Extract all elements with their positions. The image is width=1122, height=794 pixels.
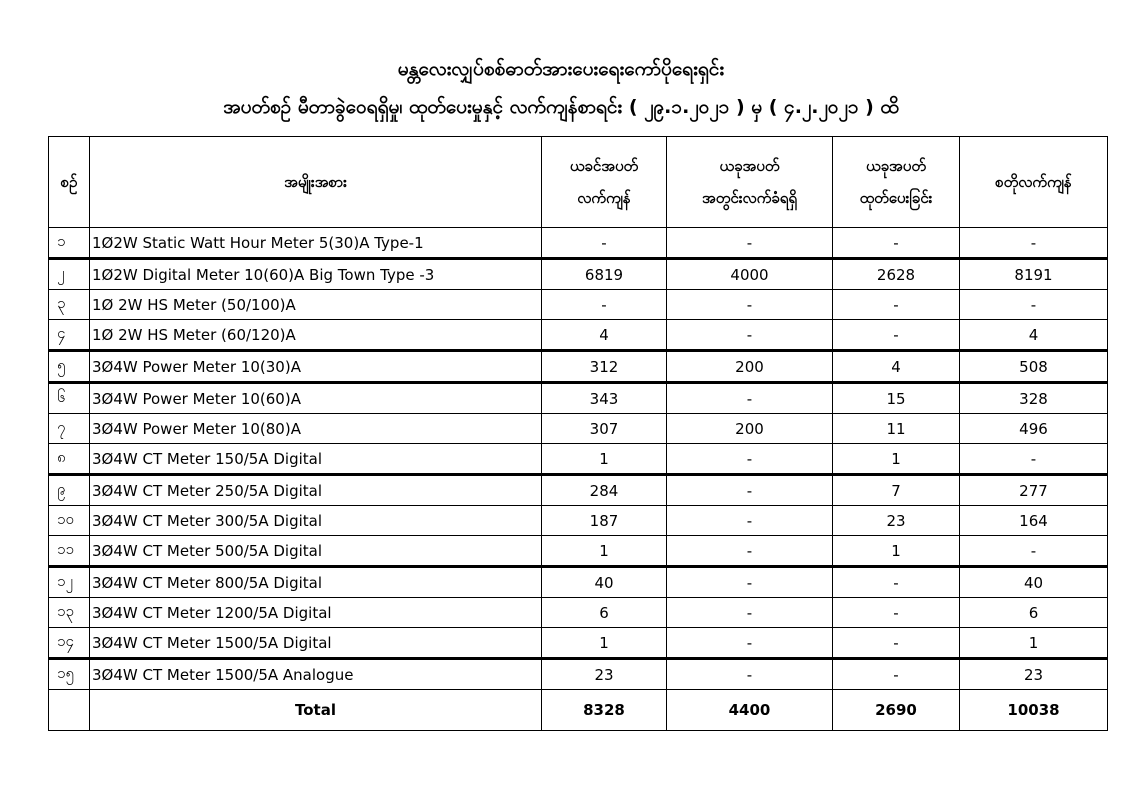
total-row [49,690,1108,731]
cell-issued: 7 [833,475,960,506]
cell-issued: - [833,659,960,690]
cell-serial: ၁၂ [49,567,90,598]
cell-received: - [667,383,833,414]
cell-previous-balance: 1 [542,536,667,567]
header-previous-balance-line2: လက်ကျန် [577,189,631,207]
cell-previous-balance: 1 [542,628,667,659]
table-row [49,383,1108,414]
cell-store-balance: 508 [960,351,1108,383]
cell-received: - [667,567,833,598]
cell-store-balance: 1 [960,628,1108,659]
cell-issued: - [833,598,960,628]
cell-received: - [667,320,833,351]
cell-previous-balance: 6 [542,598,667,628]
cell-serial: ၁၃ [49,598,90,628]
header-issued-line2: ထုတ်ပေးခြင်း [859,189,933,207]
cell-received: - [667,228,833,259]
cell-received: 200 [667,351,833,383]
table-header-row [49,137,1108,228]
table-row [49,506,1108,536]
table-row [49,536,1108,567]
cell-previous-balance: - [542,228,667,259]
header-store-balance: စတိုလက်ကျန် [960,137,1108,228]
cell-serial: ၅ [49,351,90,383]
cell-issued: - [833,320,960,351]
table-row [49,414,1108,444]
cell-item: 3Ø4W CT Meter 150/5A Digital [90,444,542,475]
header-received-line2: အတွင်းလက်ခံရရှိ [702,189,797,207]
table-row [49,567,1108,598]
document-subtitle: အပတ်စဉ် မီတာခွဲဝေရရှိမှု၊ ထုတ်ပေးမှုနှင့် လက်ကျန်စာရင်း ( ၂၉.၁.၂၀၂၁ ) မှ ( ၄.၂.၂၀၂၁ ) ထိ [223,96,899,118]
table-row [49,598,1108,628]
cell-previous-balance: 40 [542,567,667,598]
cell-serial: ၁၀ [49,506,90,536]
cell-store-balance: 23 [960,659,1108,690]
table-row [49,320,1108,351]
cell-issued: 2628 [833,259,960,290]
header-received [667,137,833,228]
table-row [49,628,1108,659]
cell-store-balance: - [960,444,1108,475]
header-previous-balance [542,137,667,228]
cell-received: 4000 [667,259,833,290]
cell-serial: ၁၅ [49,659,90,690]
cell-store-balance: - [960,536,1108,567]
cell-issued: 1 [833,444,960,475]
total-store-balance: 10038 [960,690,1108,731]
cell-previous-balance: 6819 [542,259,667,290]
total-received: 4400 [667,690,833,731]
cell-previous-balance: 284 [542,475,667,506]
cell-store-balance: - [960,290,1108,320]
cell-received: - [667,475,833,506]
table-row [49,228,1108,259]
cell-serial: ၃ [49,290,90,320]
cell-item: 1Ø2W Static Watt Hour Meter 5(30)A Type-1 [90,228,542,259]
cell-item: 3Ø4W Power Meter 10(60)A [90,383,542,414]
cell-received: - [667,659,833,690]
cell-issued: 11 [833,414,960,444]
cell-serial: ၁၄ [49,628,90,659]
table-row [49,290,1108,320]
cell-item: 3Ø4W CT Meter 500/5A Digital [90,536,542,567]
cell-issued: - [833,628,960,659]
cell-item: 3Ø4W CT Meter 1200/5A Digital [90,598,542,628]
cell-item: 3Ø4W CT Meter 300/5A Digital [90,506,542,536]
table-row [49,444,1108,475]
cell-previous-balance: 4 [542,320,667,351]
cell-previous-balance: 312 [542,351,667,383]
cell-store-balance: 6 [960,598,1108,628]
cell-issued: 15 [833,383,960,414]
table-body [49,228,1108,690]
cell-received: 200 [667,414,833,444]
cell-previous-balance: - [542,290,667,320]
cell-serial: ၉ [49,475,90,506]
cell-received: - [667,444,833,475]
total-label: Total [90,690,542,731]
table-row [49,259,1108,290]
cell-received: - [667,506,833,536]
table-row [49,351,1108,383]
cell-previous-balance: 23 [542,659,667,690]
cell-store-balance: 4 [960,320,1108,351]
cell-previous-balance: 187 [542,506,667,536]
meter-stock-table [48,136,1108,731]
cell-store-balance: - [960,228,1108,259]
cell-store-balance: 8191 [960,259,1108,290]
cell-issued: - [833,567,960,598]
cell-issued: 4 [833,351,960,383]
cell-serial: ၇ [49,414,90,444]
cell-item: 1Ø 2W HS Meter (50/100)A [90,290,542,320]
total-issued: 2690 [833,690,960,731]
cell-received: - [667,598,833,628]
cell-item: 1Ø2W Digital Meter 10(60)A Big Town Type -3 [90,259,542,290]
cell-item: 3Ø4W CT Meter 1500/5A Digital [90,628,542,659]
table-row [49,659,1108,690]
cell-store-balance: 164 [960,506,1108,536]
cell-store-balance: 328 [960,383,1108,414]
header-received-line1: ယခုအပတ် [719,157,780,175]
cell-serial: ၈ [49,444,90,475]
cell-item: 3Ø4W Power Meter 10(30)A [90,351,542,383]
cell-item: 3Ø4W Power Meter 10(80)A [90,414,542,444]
header-item: အမျိုးအစား [90,137,542,228]
total-serial-cell [49,690,90,731]
cell-serial: ၄ [49,320,90,351]
header-serial: စဉ် [49,137,90,228]
cell-item: 3Ø4W CT Meter 250/5A Digital [90,475,542,506]
cell-previous-balance: 307 [542,414,667,444]
cell-previous-balance: 343 [542,383,667,414]
cell-issued: 23 [833,506,960,536]
cell-store-balance: 496 [960,414,1108,444]
cell-issued: - [833,290,960,320]
header-issued-line1: ယခုအပတ် [866,157,926,175]
cell-store-balance: 277 [960,475,1108,506]
document-title: မန္တလေးလျှပ်စစ်ဓာတ်အားပေးရေးကော်ပိုရေးရှင်း [397,58,725,80]
cell-issued: 1 [833,536,960,567]
cell-serial: ၁၁ [49,536,90,567]
cell-store-balance: 40 [960,567,1108,598]
header-issued [833,137,960,228]
header-previous-balance-line1: ယခင်အပတ် [569,157,639,175]
total-previous-balance: 8328 [542,690,667,731]
cell-serial: ၆ [49,383,90,414]
cell-serial: ၂ [49,259,90,290]
cell-received: - [667,536,833,567]
table-row [49,475,1108,506]
cell-serial: ၁ [49,228,90,259]
cell-issued: - [833,228,960,259]
cell-item: 1Ø 2W HS Meter (60/120)A [90,320,542,351]
cell-received: - [667,290,833,320]
cell-item: 3Ø4W CT Meter 1500/5A Analogue [90,659,542,690]
cell-received: - [667,628,833,659]
cell-previous-balance: 1 [542,444,667,475]
cell-item: 3Ø4W CT Meter 800/5A Digital [90,567,542,598]
